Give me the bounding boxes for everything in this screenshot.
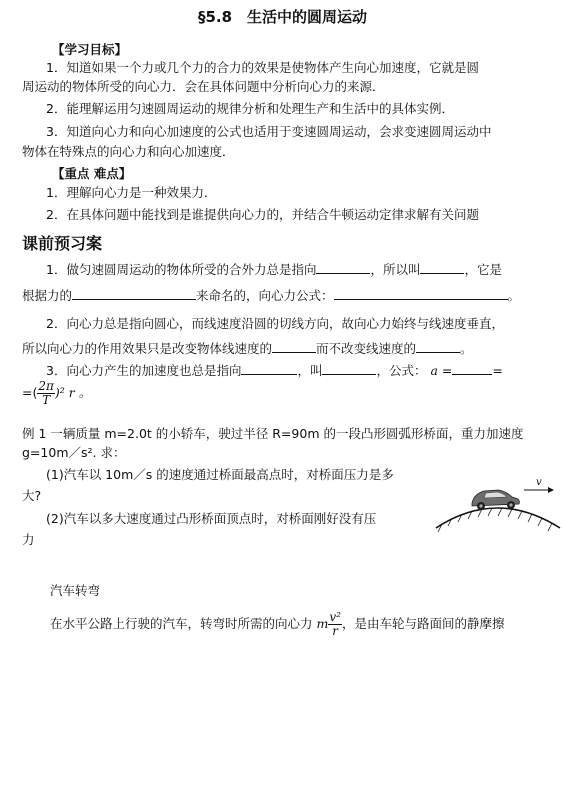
- objective-1-line1: 1．知道如果一个力或几个力的合力的效果是使物体产生向心加速度，它就是圆: [46, 60, 479, 75]
- turning-frac-den: r: [332, 624, 339, 638]
- q3-text-b: ，叫: [297, 363, 323, 378]
- q3-eq-1: =: [441, 363, 453, 378]
- preview-q1-line2: [22, 287, 520, 305]
- q2-blank-1: [272, 340, 316, 353]
- q1-text-a: 1．做匀速圆周运动的物体所受的合外力总是指向: [46, 262, 317, 277]
- q2-text-b: 所以向心力的作用效果只是改变物体线速度的: [22, 341, 273, 356]
- turning-line1: [50, 611, 504, 638]
- example-part1-line1: (1)汽车以 10m／s 的速度通过桥面最高点时，对桥面压力是多: [46, 467, 394, 482]
- q3-blank-3: [452, 362, 492, 375]
- q3-frac-num: 2π: [38, 379, 54, 393]
- q2-blank-2: [416, 340, 460, 353]
- q3-blank-2: [322, 362, 376, 375]
- keypoints-heading: 【重点 难点】: [52, 166, 132, 181]
- q1-text-f: 。: [507, 288, 521, 303]
- q3-eq-2: =: [492, 363, 503, 378]
- velocity-label: v: [536, 477, 542, 488]
- example-part2-line1: (2)汽车以多大速度通过凸形桥面顶点时，对桥面刚好没有压: [46, 511, 377, 526]
- preview-heading: 课前预习案: [22, 234, 103, 253]
- q1-blank-4: [334, 287, 508, 300]
- preview-q2-line1: 2．向心力总是指向圆心，而线速度沿圆的切线方向，故向心力始终与线速度垂直，: [46, 316, 504, 331]
- example-line2: g=10m／s². 求：: [22, 445, 126, 460]
- objective-3-line2: 物体在特殊点的向心力和向心加速度．: [22, 144, 235, 159]
- turning-mass-symbol: m: [316, 616, 329, 631]
- turning-frac-num: v²: [329, 610, 341, 624]
- q1-text-b: ，所以叫: [370, 262, 421, 277]
- objective-3-line1: 3．知道向心力和向心加速度的公式也适用于变速圆周运动，会求变速圆周运动中: [46, 124, 492, 139]
- q3-frac-den: T: [42, 393, 51, 407]
- q1-text-e: 来命名的，向心力公式：: [196, 288, 334, 303]
- preview-q2-line2: [22, 340, 473, 358]
- preview-q1-line1: [46, 261, 502, 279]
- q3-symbol-a: a: [430, 363, 438, 378]
- q1-blank-1: [316, 261, 370, 274]
- q3-fraction: [37, 380, 55, 407]
- bridge-arc: [436, 508, 560, 528]
- q1-blank-3: [72, 287, 196, 300]
- example-line1: 例 1 一辆质量 m=2.0t 的小轿车，驶过半径 R=90m 的一段凸形圆弧形桥面，重力加速度: [22, 426, 524, 441]
- q3-text-a: 3．向心力产生的加速度也总是指向: [46, 363, 242, 378]
- objectives-heading: 【学习目标】: [52, 42, 128, 57]
- q3-text-c: ，公式：: [376, 363, 427, 378]
- q2-text-c: 而不改变线速度的: [316, 341, 417, 356]
- keypoint-1: 1．理解向心力是一种效果力．: [46, 185, 217, 200]
- objective-2: 2．能理解运用匀速圆周运动的规律分析和处理生产和生活中的具体实例．: [46, 101, 454, 116]
- page-title: §5.8 生活中的圆周运动: [197, 8, 368, 26]
- turning-text-a: 在水平公路上行驶的汽车，转弯时所需的向心力: [50, 616, 313, 631]
- q2-text-d: 。: [460, 341, 473, 356]
- car-on-bridge-figure: [432, 470, 562, 540]
- q1-blank-2: [420, 261, 464, 274]
- q3-blank-1: [241, 362, 297, 375]
- car-icon: [472, 490, 519, 510]
- q1-text-c: ，它是: [464, 262, 502, 277]
- objective-1-line2: 周运动的物体所受的向心力．会在具体问题中分析向心力的来源．: [22, 79, 385, 94]
- example-part1-line2: 大?: [22, 488, 42, 503]
- bridge-hatching: [438, 508, 552, 532]
- preview-q3-line2: [22, 380, 91, 407]
- q3-tail: )² r 。: [54, 385, 92, 400]
- keypoint-2: 2．在具体问题中能找到是谁提供向心力的，并结合牛顿运动定律求解有关问题: [46, 207, 479, 222]
- turning-text-b: ，是由车轮与路面间的静摩擦: [341, 616, 505, 631]
- q1-text-d: 根据力的: [22, 288, 73, 303]
- q3-eq-4: =(: [22, 385, 38, 400]
- turning-heading: 汽车转弯: [50, 583, 101, 598]
- example-part2-line2: 力: [22, 532, 35, 547]
- preview-q3-line1: [46, 362, 503, 380]
- turning-fraction: [328, 611, 342, 638]
